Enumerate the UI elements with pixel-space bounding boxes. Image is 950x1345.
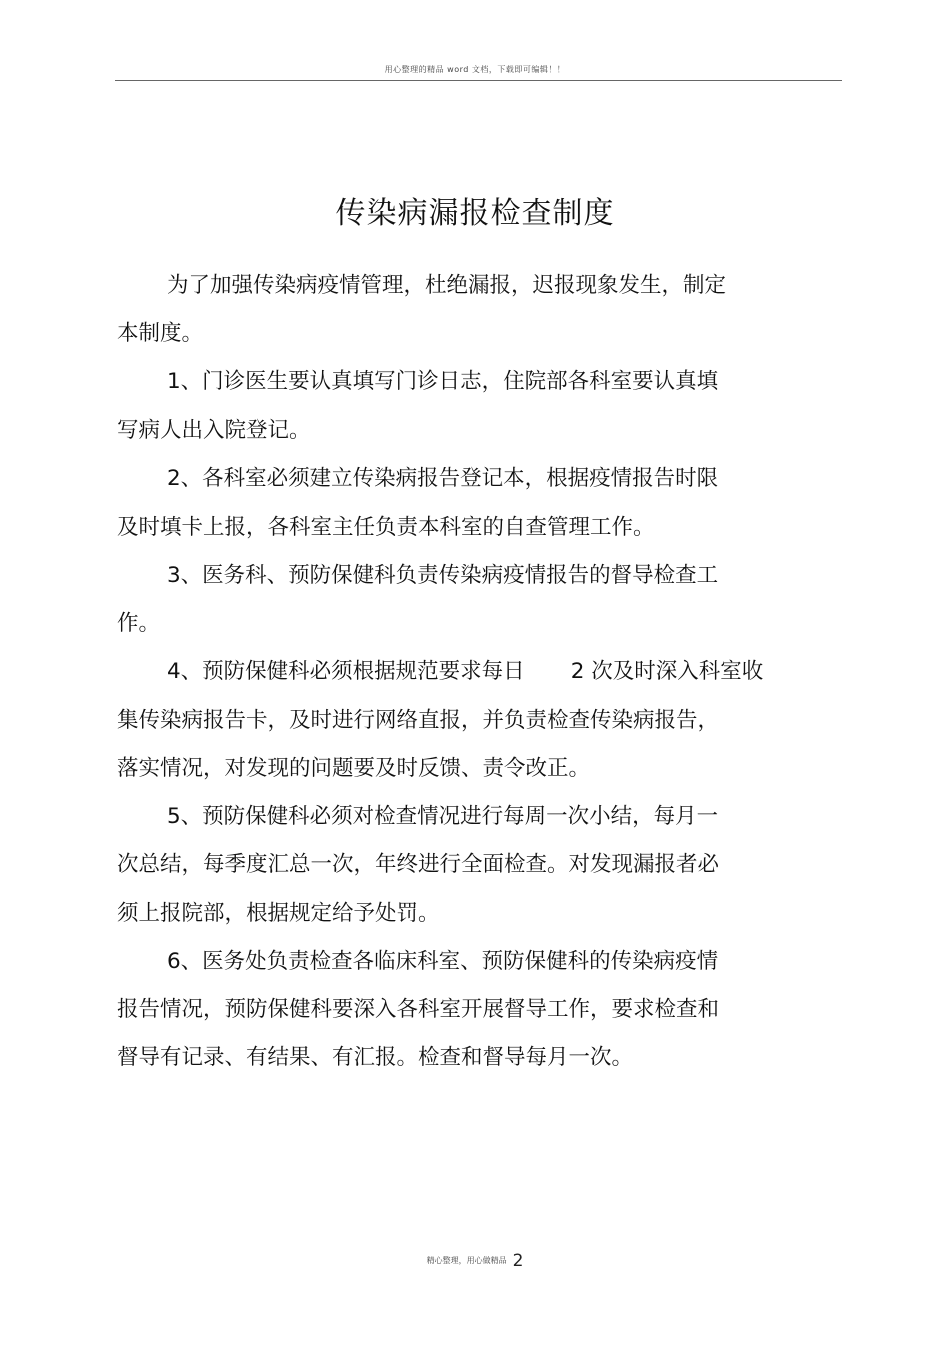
- item-4-line-3: 落实情况，对发现的问题要及时反馈、责令改正。: [117, 756, 591, 781]
- item-1-line-2: 写病人出入院登记。: [117, 418, 311, 443]
- item-5-line-3: 须上报院部，根据规定给予处罚。: [117, 901, 440, 926]
- item-1-line-1: 1、门诊医生要认真填写门诊日志，住院部各科室要认真填: [167, 369, 719, 394]
- footer-note: 精心整理，用心做精品: [426, 1256, 507, 1265]
- item-4-line-1-part-a: 4、预防保健科必须根据规范要求每日: [167, 659, 525, 684]
- item-2-line-1: 2、各科室必须建立传染病报告登记本，根据疫情报告时限: [167, 466, 719, 491]
- item-5-line-2: 次总结，每季度汇总一次，年终进行全面检查。对发现漏报者必: [117, 852, 720, 877]
- item-4-line-1: [167, 660, 763, 684]
- header-divider: [115, 80, 842, 81]
- item-4-line-2: 集传染病报告卡，及时进行网络直报，并负责检查传染病报告，: [117, 708, 720, 733]
- page-header-note: 用心整理的精品 word 文档，下载即可编辑！！: [384, 65, 566, 74]
- intro-line-1: 为了加强传染病疫情管理，杜绝漏报，迟报现象发生，制定: [167, 273, 727, 298]
- item-3-line-2: 作。: [117, 611, 161, 636]
- item-5-line-1: 5、预防保健科必须对检查情况进行每周一次小结，每月一: [167, 804, 719, 829]
- item-6-line-1: 6、医务处负责检查各临床科室、预防保健科的传染病疫情: [167, 949, 719, 974]
- item-2-line-2: 及时填卡上报，各科室主任负责本科室的自查管理工作。: [117, 515, 655, 540]
- item-4-line-1-part-b: 2 次及时深入科室收: [570, 659, 764, 684]
- page-footer: [0, 1250, 950, 1271]
- page-number: 2: [512, 1250, 524, 1271]
- item-6-line-2: 报告情况，预防保健科要深入各科室开展督导工作，要求检查和: [117, 997, 720, 1022]
- item-6-line-3: 督导有记录、有结果、有汇报。检查和督导每月一次。: [117, 1045, 634, 1070]
- intro-line-2: 本制度。: [117, 321, 204, 346]
- item-3-line-1: 3、医务科、预防保健科负责传染病疫情报告的督导检查工: [167, 563, 719, 588]
- document-title: 传染病漏报检查制度: [335, 196, 615, 231]
